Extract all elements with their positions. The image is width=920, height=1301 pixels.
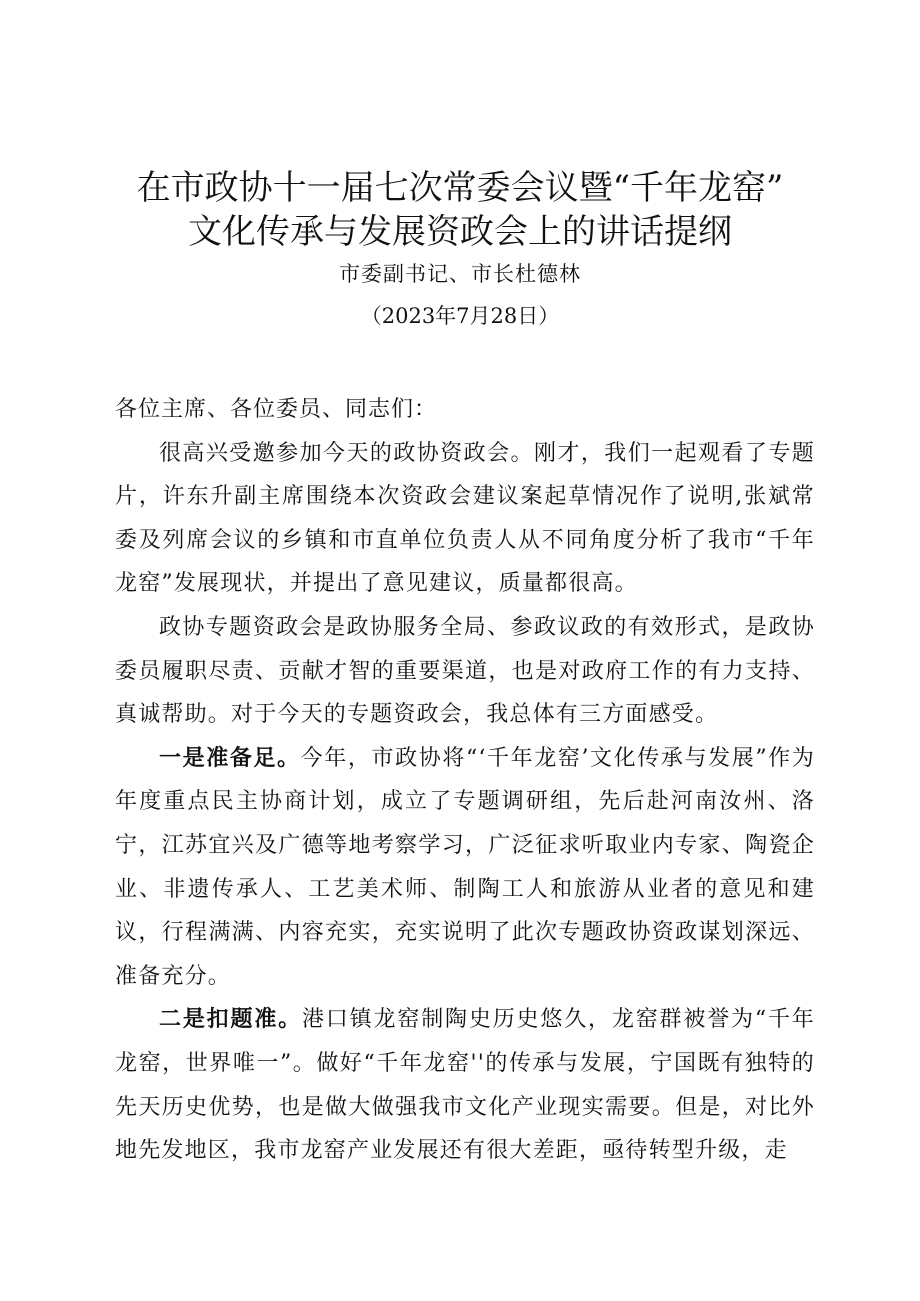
speaker-byline: 市委副书记、市长杜德林	[339, 262, 581, 286]
paragraph-text: 今年，市政协将“‘千年龙窑’文化传承与发展”作为年度重点民主协商计划，成立了专题调研组，先后赴河南汝州、洛宁，江苏宜兴及广德等地考察学习，广泛征求听取业内专家、陶瓷企业、非遗传承人、工艺美术师、制陶工人和旅游从业者的意见和建议，行程满满、内容充实，充实说明了此次专题政协资政谋划深远、准备充分。	[115, 745, 815, 989]
paragraph-point-one	[115, 737, 815, 999]
paragraph-lead: 二是扣题准。	[159, 1006, 303, 1033]
paragraph-text: 很高兴受邀参加今天的政协资政会。刚才，我们一起观看了专题片，许东升副主席围绕本次资政会建议案起草情况作了说明,张斌常委及列席会议的乡镇和市直单位负责人从不同角度分析了我市“千年龙窑”发展现状，并提出了意见建议，质量都很高。	[115, 440, 815, 597]
document-title-line-1: 在市政协十一届七次常委会议暨“千年龙窑”	[136, 168, 784, 208]
paragraph-lead: 一是准备足。	[159, 744, 301, 771]
paragraph-overview	[115, 606, 815, 737]
paragraph-opening	[115, 432, 815, 606]
speech-body	[115, 388, 815, 1173]
speech-date: （2023年7月28日）	[360, 304, 560, 328]
document-title-line-2: 文化传承与发展资政会上的讲话提纲	[188, 212, 732, 252]
paragraph-text: 港口镇龙窑制陶史历史悠久，龙窑群被誉为“千年龙窑，世界唯一”。做好“千年龙窑''的传承与发展，宁国既有独特的先天历史优势，也是做大做强我市文化产业现实需要。但是，对比外地先发地区，我市龙窑产业发展还有很大差距，亟待转型升级，走	[115, 1007, 815, 1164]
paragraph-text: 政协专题资政会是政协服务全局、参政议政的有效形式，是政协委员履职尽责、贡献才智的重要渠道，也是对政府工作的有力支持、真诚帮助。对于今天的专题资政会，我总体有三方面感受。	[115, 614, 815, 728]
salutation: 各位主席、各位委员、同志们：	[115, 397, 438, 422]
paragraph-point-two	[115, 998, 815, 1172]
